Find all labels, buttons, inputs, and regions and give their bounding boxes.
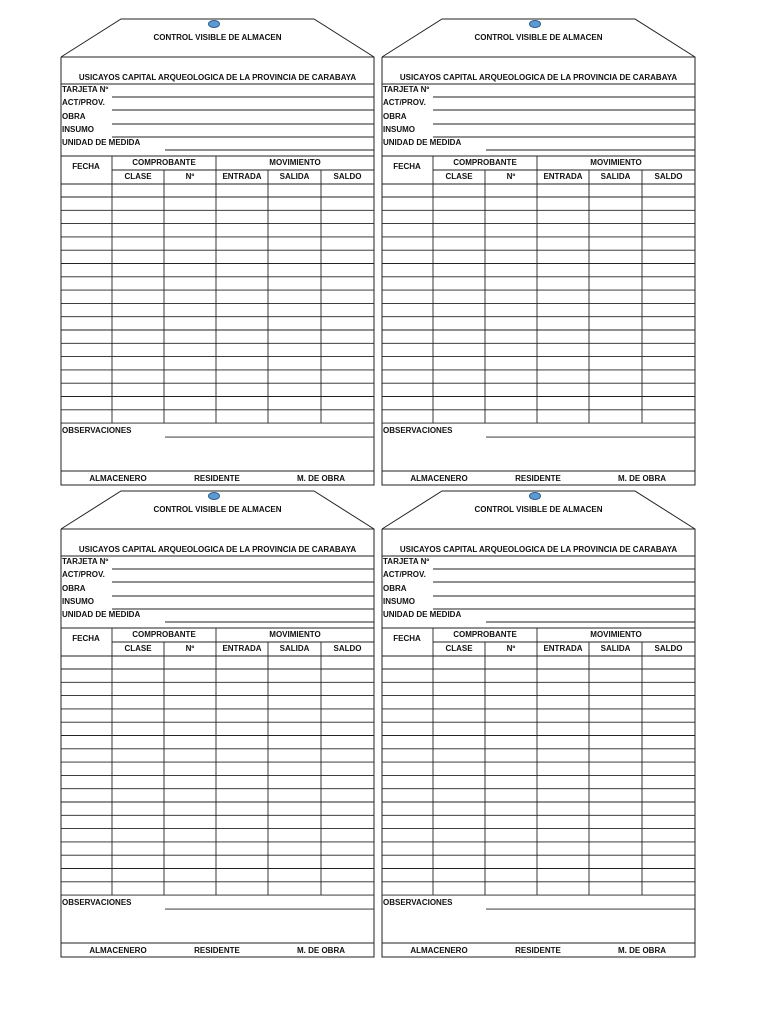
warehouse-control-card [60,18,375,487]
column-header: SALDO [654,644,683,653]
field-label: OBRA [62,584,86,593]
field-label: OBRA [62,112,86,121]
signature-label: RESIDENTE [194,474,240,483]
card-title: CONTROL VISIBLE DE ALMACEN [153,505,282,514]
field-label: ACT/PROV. [62,98,105,107]
column-fecha: FECHA [393,162,421,171]
column-header: ENTRADA [543,172,583,181]
column-header: CLASE [124,644,152,653]
project-name: USICAYOS CAPITAL ARQUEOLOGICA DE LA PROVINCIA DE CARABAYA [399,73,678,82]
column-group-movimiento: MOVIMIENTO [269,158,321,167]
column-header: Nº [506,644,516,653]
hanging-hole-icon [208,20,220,28]
signature-label: M. DE OBRA [618,946,666,955]
column-fecha: FECHA [72,634,100,643]
signature-label: M. DE OBRA [618,474,666,483]
column-group-comprobante: COMPROBANTE [453,158,517,167]
column-header: SALIDA [600,644,631,653]
field-label: INSUMO [383,597,415,606]
column-header: ENTRADA [222,644,262,653]
field-label: TARJETA Nº [62,557,109,566]
column-fecha: FECHA [393,634,421,643]
field-label: TARJETA Nº [383,557,430,566]
observaciones-label: OBSERVACIONES [383,898,453,908]
column-header: CLASE [124,172,152,181]
field-label: OBRA [383,584,407,593]
column-header: SALDO [654,172,683,181]
signature-label: RESIDENTE [515,474,561,483]
field-label: UNIDAD DE MEDIDA [62,138,141,147]
signature-label: RESIDENTE [194,946,240,955]
column-header: SALIDA [279,644,310,653]
column-header: SALDO [333,172,362,181]
observaciones-label: OBSERVACIONES [383,426,453,436]
field-label: UNIDAD DE MEDIDA [62,610,141,619]
card-title: CONTROL VISIBLE DE ALMACEN [153,33,282,42]
signature-label: ALMACENERO [410,474,468,483]
column-group-comprobante: COMPROBANTE [132,158,196,167]
field-label: TARJETA Nº [383,85,430,94]
column-header: CLASE [445,172,473,181]
project-name: USICAYOS CAPITAL ARQUEOLOGICA DE LA PROVINCIA DE CARABAYA [78,73,357,82]
column-header: SALIDA [279,172,310,181]
project-name: USICAYOS CAPITAL ARQUEOLOGICA DE LA PROVINCIA DE CARABAYA [399,545,678,554]
column-header: SALIDA [600,172,631,181]
field-label: INSUMO [62,125,94,134]
field-label: UNIDAD DE MEDIDA [383,610,462,619]
field-label: UNIDAD DE MEDIDA [383,138,462,147]
hanging-hole-icon [208,492,220,500]
card-title: CONTROL VISIBLE DE ALMACEN [474,33,603,42]
column-group-comprobante: COMPROBANTE [132,630,196,639]
signature-label: ALMACENERO [89,946,147,955]
observaciones-label: OBSERVACIONES [62,898,132,908]
field-label: ACT/PROV. [62,570,105,579]
column-fecha: FECHA [72,162,100,171]
signature-label: M. DE OBRA [297,474,345,483]
warehouse-control-card [381,490,696,959]
signature-label: ALMACENERO [410,946,468,955]
card-title: CONTROL VISIBLE DE ALMACEN [474,505,603,514]
field-label: OBRA [383,112,407,121]
column-header: ENTRADA [543,644,583,653]
column-group-movimiento: MOVIMIENTO [590,158,642,167]
hanging-hole-icon [529,20,541,28]
column-group-movimiento: MOVIMIENTO [590,630,642,639]
warehouse-control-card [60,490,375,959]
project-name: USICAYOS CAPITAL ARQUEOLOGICA DE LA PROVINCIA DE CARABAYA [78,545,357,554]
field-label: INSUMO [62,597,94,606]
column-header: CLASE [445,644,473,653]
field-label: TARJETA Nº [62,85,109,94]
field-label: ACT/PROV. [383,98,426,107]
hanging-hole-icon [529,492,541,500]
column-header: SALDO [333,644,362,653]
signature-label: M. DE OBRA [297,946,345,955]
field-label: ACT/PROV. [383,570,426,579]
signature-label: ALMACENERO [89,474,147,483]
column-header: Nº [185,172,195,181]
column-group-movimiento: MOVIMIENTO [269,630,321,639]
column-header: Nº [506,172,516,181]
column-header: Nº [185,644,195,653]
observaciones-label: OBSERVACIONES [62,426,132,436]
column-group-comprobante: COMPROBANTE [453,630,517,639]
warehouse-control-card [381,18,696,487]
column-header: ENTRADA [222,172,262,181]
field-label: INSUMO [383,125,415,134]
signature-label: RESIDENTE [515,946,561,955]
